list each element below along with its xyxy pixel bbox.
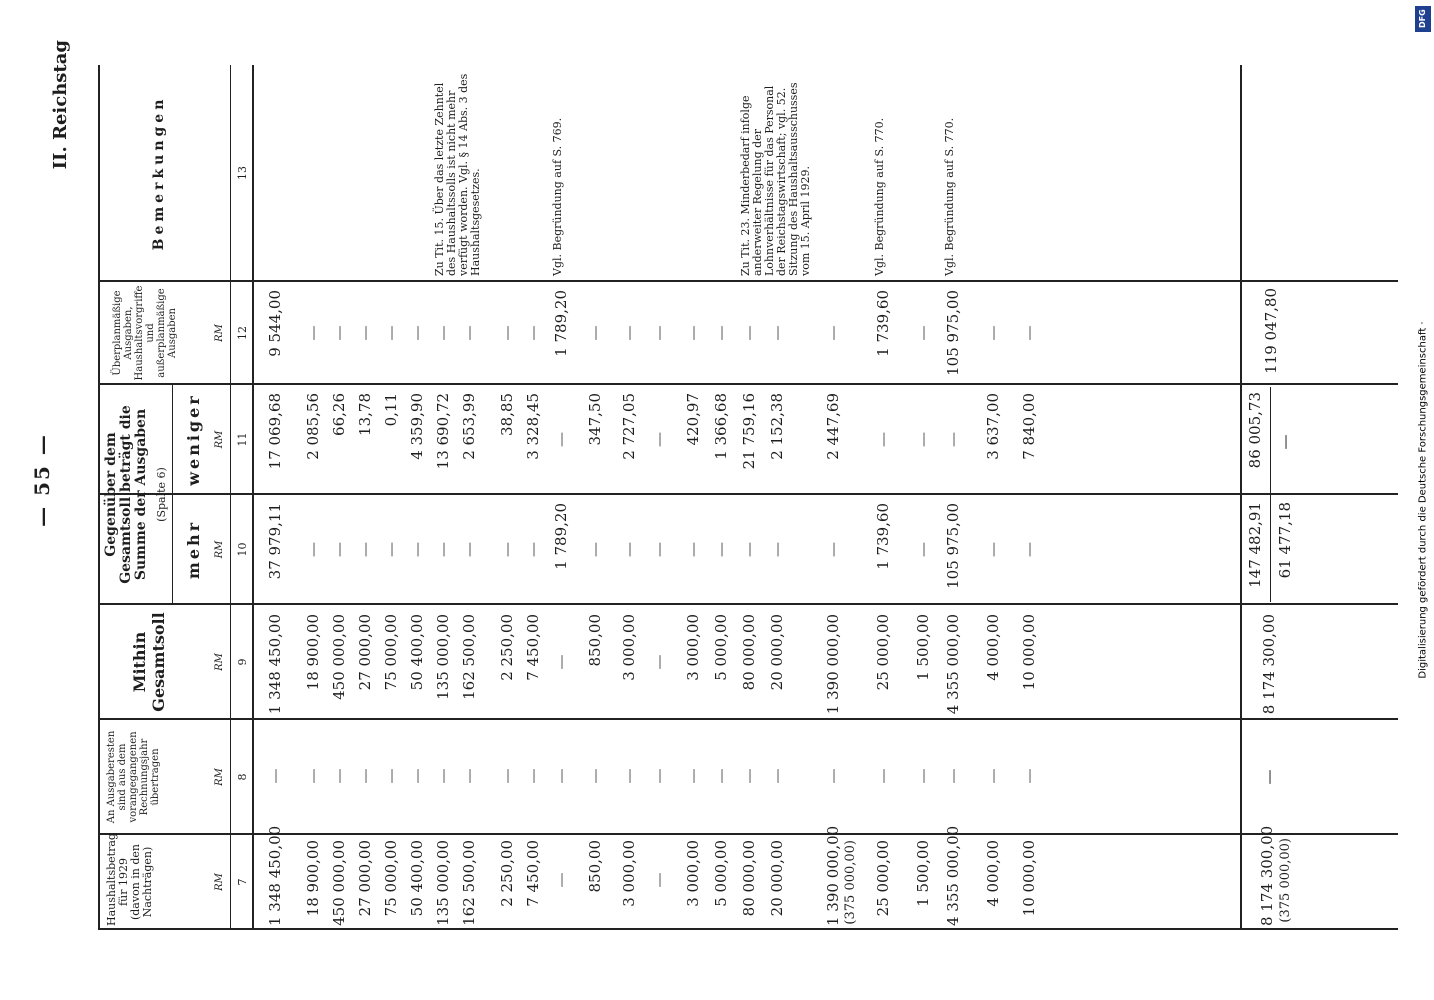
cell-c10: 105 975,00 (944, 503, 962, 589)
colno-8: 8 (236, 773, 249, 781)
cell-c8: — (266, 768, 284, 784)
cell-c10: — (914, 542, 932, 557)
cell-c11: — (650, 432, 668, 447)
cell-c8: — (684, 768, 702, 784)
cell-c7: 7 450,00 (524, 840, 542, 907)
remark-note: Vgl. Begründung auf S. 769. (551, 117, 564, 276)
digitization-credit-strip (1412, 0, 1434, 1000)
table-row (616, 0, 642, 1000)
table-row (940, 0, 966, 1000)
cell-c10: — (684, 542, 702, 557)
cell-c9: 25 000,00 (874, 614, 892, 691)
table-row (494, 0, 520, 1000)
table-row (646, 0, 672, 1000)
cell-c8: — (356, 768, 374, 784)
cell-c12: — (740, 325, 758, 341)
cell-c7: 80 000,00 (740, 840, 758, 917)
cell-c7: 1 500,00 (914, 840, 932, 907)
cell-c12: — (382, 325, 400, 341)
cell-c8: — (524, 768, 542, 784)
header-col8: An Ausgaberesten sind aus dem vorangegangenen Rechnungsjahr übertragen (106, 730, 161, 824)
cell-c12: — (1020, 325, 1038, 341)
total-col12: 119 047,80 (1262, 288, 1280, 374)
cell-c11: 2 152,38 (768, 393, 786, 460)
cell-c12: — (586, 325, 604, 341)
cell-c7: 1 348 450,00 (266, 825, 284, 926)
cell-c7: 450 000,00 (330, 840, 348, 926)
cell-c7: 162 500,00 (460, 840, 478, 926)
cell-c11: — (874, 432, 892, 447)
cell-c10: — (984, 542, 1002, 557)
cell-c8: — (460, 768, 478, 784)
cell-c9: 450 000,00 (330, 614, 348, 700)
page-number: — 55 — (30, 433, 54, 527)
table-row (1016, 0, 1042, 1000)
cell-c7: 27 000,00 (356, 840, 374, 917)
cell-c10: 1 739,60 (874, 503, 892, 570)
cell-c12: — (356, 325, 374, 341)
cell-c9: 75 000,00 (382, 614, 400, 691)
table-row (352, 0, 378, 1000)
cell-c8: — (330, 768, 348, 784)
cell-c8: — (984, 768, 1002, 784)
cell-c9: 4 000,00 (984, 614, 1002, 681)
total-col8: — (1260, 769, 1278, 785)
cell-c7: 18 900,00 (304, 840, 322, 917)
cell-c10: — (740, 542, 758, 557)
cell-c11: 17 069,68 (266, 393, 284, 470)
header-col7: Haushaltsbetrag für 1929 (davon in den Nachträgen) (105, 833, 154, 926)
cell-c9: — (552, 654, 570, 670)
cell-c9: 4 355 000,00 (944, 614, 962, 715)
cell-c11: — (914, 432, 932, 447)
cell-c8: — (552, 768, 570, 784)
cell-c12: — (460, 325, 478, 341)
cell-c9: 1 390 000,00 (824, 614, 842, 715)
unit-col10: RM (214, 540, 225, 559)
cell-c12: — (408, 325, 426, 341)
cell-c11: 2 727,05 (620, 393, 638, 460)
cell-c8: — (740, 768, 758, 784)
cell-c12: — (768, 325, 786, 341)
cell-c11: 2 653,99 (460, 393, 478, 460)
cell-c10: — (712, 542, 730, 557)
remark-note: Zu Tit. 23. Minderbedarf infolge anderweiter Regelung der Lohnverhältnisse für das Personal der Reichstagswirtschaft; vgl. 52. Sitzung des Haushaltsausschusses vom 15. April 1929. (739, 82, 812, 276)
table-row (520, 0, 546, 1000)
total-col10-sum: 147 482,91 (1246, 502, 1264, 588)
cell-c12: — (684, 325, 702, 341)
cell-c7: 2 250,00 (498, 840, 516, 907)
table-row (680, 0, 706, 1000)
cell-c11: 0,11 (382, 393, 400, 427)
header-col10-11-sub: (Spalte 6) (155, 467, 168, 522)
cell-c10: — (650, 542, 668, 557)
cell-c7: 4 000,00 (984, 840, 1002, 907)
cell-c12: — (524, 325, 542, 341)
table-row (582, 0, 608, 1000)
total-col10-net: 61 477,18 (1276, 502, 1294, 579)
table-row (980, 0, 1006, 1000)
cell-c7: 50 400,00 (408, 840, 426, 917)
cell-c7: 75 000,00 (382, 840, 400, 917)
remark-note: Vgl. Begründung auf S. 770. (873, 117, 886, 276)
cell-c9: 18 900,00 (304, 614, 322, 691)
table-row (870, 0, 896, 1000)
cell-c8: — (914, 768, 932, 784)
cell-c10: — (434, 542, 452, 557)
cell-c11: — (552, 432, 570, 447)
colno-9: 9 (236, 658, 249, 666)
cell-c7: 135 000,00 (434, 840, 452, 926)
cell-c10: — (330, 542, 348, 557)
cell-c7: 850,00 (586, 840, 604, 893)
table-row (764, 0, 790, 1000)
cell-c12: — (824, 325, 842, 341)
cell-c11: 3 637,00 (984, 393, 1002, 460)
cell-c9: 10 000,00 (1020, 614, 1038, 691)
group-sub-rule (172, 385, 173, 605)
cell-c7: 10 000,00 (1020, 840, 1038, 917)
cell-c9: 3 000,00 (684, 614, 702, 681)
digitization-credit: Digitalisierung gefördert durch die Deutsche Forschungsgemeinschaft · (1417, 321, 1429, 679)
cell-c11: 13,78 (356, 393, 374, 436)
cell-c10: — (586, 542, 604, 557)
table-row (378, 0, 404, 1000)
cell-c7: 25 000,00 (874, 840, 892, 917)
dfg-logo: DFG (1415, 6, 1431, 32)
unit-col8: RM (214, 768, 225, 786)
cell-c12: — (712, 325, 730, 341)
table-top-rule (98, 65, 100, 930)
cell-c7: 20 000,00 (768, 840, 786, 917)
total-col11-net: — (1276, 434, 1294, 450)
unit-col12: RM (214, 324, 225, 342)
remark-note: Vgl. Begründung auf S. 770. (943, 117, 956, 276)
cell-c7: — (650, 872, 668, 888)
cell-c9: 135 000,00 (434, 614, 452, 700)
header-col10: mehr (184, 519, 203, 580)
cell-c12: 1 789,20 (552, 290, 570, 357)
cell-c12: — (304, 325, 322, 341)
cell-c8: — (382, 768, 400, 784)
cell-c12: — (984, 325, 1002, 341)
cell-c8: — (434, 768, 452, 784)
cell-c8: — (874, 768, 892, 784)
cell-c11: 347,50 (586, 393, 604, 446)
cell-c9: 850,00 (586, 614, 604, 667)
totals-sub-rule (1270, 387, 1271, 602)
cell-c9: 3 000,00 (620, 614, 638, 681)
cell-c9: 1 500,00 (914, 614, 932, 681)
cell-c10: 1 789,20 (552, 503, 570, 570)
cell-c9: 27 000,00 (356, 614, 374, 691)
cell-c12: — (620, 325, 638, 341)
cell-c11: 2 085,56 (304, 393, 322, 460)
cell-c11: 1 366,68 (712, 393, 730, 460)
cell-c8: — (304, 768, 322, 784)
cell-c12: 105 975,00 (944, 290, 962, 376)
total-col7-nachtrag: (375 000,00) (1278, 838, 1293, 923)
header-col10-11-group: Gegenüber dem Gesamtsoll beträgt die Summe der Ausgaben (103, 405, 149, 584)
cell-c8: — (408, 768, 426, 784)
cell-c7: — (552, 872, 570, 888)
cell-c12: — (434, 325, 452, 341)
cell-c12: — (914, 325, 932, 341)
cell-c10: — (620, 542, 638, 557)
cell-c9: 2 250,00 (498, 614, 516, 681)
colno-13: 13 (236, 166, 249, 180)
cell-c10: 37 979,11 (266, 503, 284, 580)
cell-c11: 38,85 (498, 393, 516, 436)
cell-c8: — (712, 768, 730, 784)
cell-c8: — (1020, 768, 1038, 784)
cell-c7: 1 390 000,00 (824, 825, 842, 926)
header-bottom-rule (230, 65, 231, 930)
cell-c7: 5 000,00 (712, 840, 730, 907)
cell-c12: — (330, 325, 348, 341)
cell-c11: 13 690,72 (434, 393, 452, 470)
cell-c10: — (460, 542, 478, 557)
cell-c8: — (498, 768, 516, 784)
cell-c8: — (944, 768, 962, 784)
unit-col11: RM (214, 430, 225, 449)
cell-c11: 2 447,69 (824, 393, 842, 460)
cell-c12: 9 544,00 (266, 290, 284, 357)
table-row (910, 0, 936, 1000)
table-row (404, 0, 430, 1000)
unit-col9: RM (214, 653, 225, 671)
unit-col7: RM (214, 873, 225, 891)
cell-c8: — (824, 768, 842, 784)
total-col11-sum: 86 005,73 (1246, 392, 1264, 469)
cell-c9: 5 000,00 (712, 614, 730, 681)
cell-c9: 80 000,00 (740, 614, 758, 691)
cell-c7: 3 000,00 (684, 840, 702, 907)
table-row (820, 0, 858, 1000)
cell-c11: — (944, 432, 962, 447)
colno-10: 10 (236, 542, 249, 557)
cell-c12: — (498, 325, 516, 341)
cell-c10: — (304, 542, 322, 557)
colno-bottom-rule (252, 65, 254, 930)
colno-7: 7 (236, 878, 249, 886)
section-title: II. Reichstag (50, 40, 71, 170)
cell-c7: 4 355 000,00 (944, 825, 962, 926)
header-col11: weniger (184, 393, 203, 486)
cell-c8: — (620, 768, 638, 784)
totals-top-rule (1240, 65, 1242, 930)
cell-c10: — (1020, 542, 1038, 557)
cell-c9: 7 450,00 (524, 614, 542, 681)
cell-c11: 21 759,16 (740, 393, 758, 470)
cell-c11: 420,97 (684, 393, 702, 446)
header-col9: Mithin Gesamtsoll (130, 612, 168, 712)
cell-c7-nachtrag: (375 000,00) (843, 840, 858, 925)
cell-c9: 50 400,00 (408, 614, 426, 691)
cell-c10: — (408, 542, 426, 557)
total-col7: 8 174 300,00 (1258, 825, 1276, 926)
colno-11: 11 (236, 432, 249, 447)
cell-c8: — (650, 768, 668, 784)
cell-c11: 4 359,90 (408, 393, 426, 460)
cell-c11: 66,26 (330, 393, 348, 436)
cell-c10: — (524, 542, 542, 557)
cell-c7: 3 000,00 (620, 840, 638, 907)
cell-c11: 7 840,00 (1020, 393, 1038, 460)
table-row (456, 0, 482, 1000)
cell-c10: — (356, 542, 374, 557)
cell-c10: — (768, 542, 786, 557)
cell-c8: — (768, 768, 786, 784)
table-row (708, 0, 734, 1000)
header-col13: Bemerkungen (151, 95, 167, 251)
cell-c12: — (650, 325, 668, 341)
cell-c10: — (382, 542, 400, 557)
cell-c9: 20 000,00 (768, 614, 786, 691)
table-row (326, 0, 352, 1000)
table-row (262, 0, 288, 1000)
colno-12: 12 (236, 326, 249, 340)
cell-c8: — (586, 768, 604, 784)
header-col12: Überplanmäßige Ausgaben, Haushaltsvorgriffe und außerplanmäßige Ausgaben (112, 285, 178, 381)
table-row (548, 0, 574, 1000)
cell-c9: 1 348 450,00 (266, 614, 284, 715)
cell-c10: — (824, 542, 842, 557)
cell-c10: — (498, 542, 516, 557)
total-col9: 8 174 300,00 (1260, 614, 1278, 715)
cell-c9: — (650, 654, 668, 670)
cell-c11: 3 328,45 (524, 393, 542, 460)
cell-c12: 1 739,60 (874, 290, 892, 357)
remark-note: Zu Tit. 15. Über das letzte Zehntel des Haushaltssolls ist nicht mehr verfügt worden. Vgl. § 14 Abs. 3 des Haushaltsgesetzes. (433, 73, 482, 276)
cell-c9: 162 500,00 (460, 614, 478, 700)
table-row (300, 0, 326, 1000)
